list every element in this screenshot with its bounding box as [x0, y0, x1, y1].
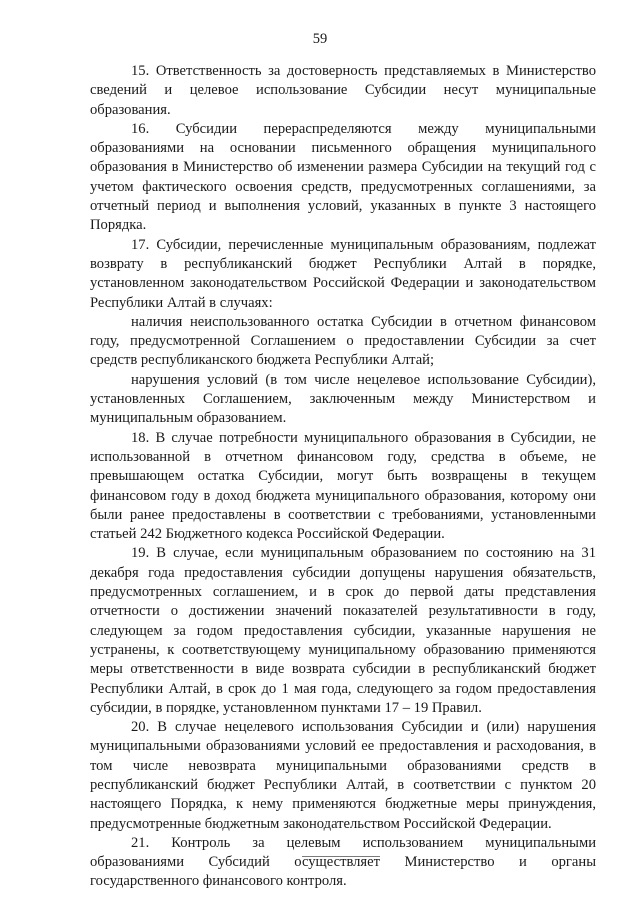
clause-19: 19. В случае, если муниципальным образованием по состоянию на 31 декабря года предоставления субсидии допущены нарушения обязательств, предусмотренных соглашением, и в срок до первой даты представления отчетности о достижении значений показателей результативности в году, следующем за годом предоставления субсидии, указанные нарушения не устранены, к соответствующему муниципальному образованию применяются меры ответственности в виде возврата субсидии в республиканский бюджет Республики Алтай, в срок до 1 мая года, следующего за годом предоставления субсидии, в порядке, установленном пунктами 17 – 19 Правил.	[90, 545, 596, 716]
document-body	[90, 62, 596, 892]
clause-20: 20. В случае нецелевого использования Субсидии и (или) нарушения муниципальными образованиями условий ее предоставления и расходования, в том числе невозврата муниципальными образованиями средств в республиканский бюджет Республики Алтай, в соответствии с пунктом 20 настоящего Порядка, к нему применяются бюджетные меры принуждения, предусмотренные бюджетным законодательством Российской Федерации.	[90, 719, 596, 832]
clause-21: 21. Контроль за целевым использованием муниципальными образованиями Субсидий осуществляет Министерство и органы государственного финансового контроля.	[90, 834, 596, 890]
clause-15: 15. Ответственность за достоверность представляемых в Министерство сведений и целевое использование Субсидии несут муниципальные образования.	[90, 63, 596, 118]
clause-17-case-violation: нарушения условий (в том числе нецелевое использование Субсидии), установленных Соглашением, заключенным между Министерством и муниципальным образованием.	[90, 371, 596, 427]
clause-17: 17. Субсидии, перечисленные муниципальным образованиям, подлежат возврату в республиканский бюджет Республики Алтай в порядке, установленном законодательством Российской Федерации и законодательством Республики Алтай в случаях:	[90, 236, 596, 311]
page-number: 59	[312, 31, 328, 47]
end-divider	[302, 856, 380, 857]
clause-18: 18. В случае потребности муниципального образования в Субсидии, не использованной в отчетном финансовом году, средства в объеме, не превышающем остатка Субсидии, могут быть возвращены в текущем финансовом году в доход бюджета муниципального образования, которому они были ранее предоставлены в соответствии с требованиями, установленными статьей 242 Бюджетного кодекса Российской Федерации.	[90, 429, 596, 543]
clause-16: 16. Субсидии перераспределяются между муниципальными образованиями на основании письменного обращения муниципального образования в Министерство об изменении размера Субсидии на текущий год с учетом фактического освоения средств, предусмотренных соглашениями, за отчетный период и выполнения условий, указанных в пункте 3 настоящего Порядка.	[90, 120, 596, 234]
clause-17-case-unused-balance: наличия неиспользованного остатка Субсидии в отчетном финансовом году, предусмотренной Соглашением о предоставлении Субсидии за счет средств республиканского бюджета Республики Алтай;	[90, 313, 596, 369]
